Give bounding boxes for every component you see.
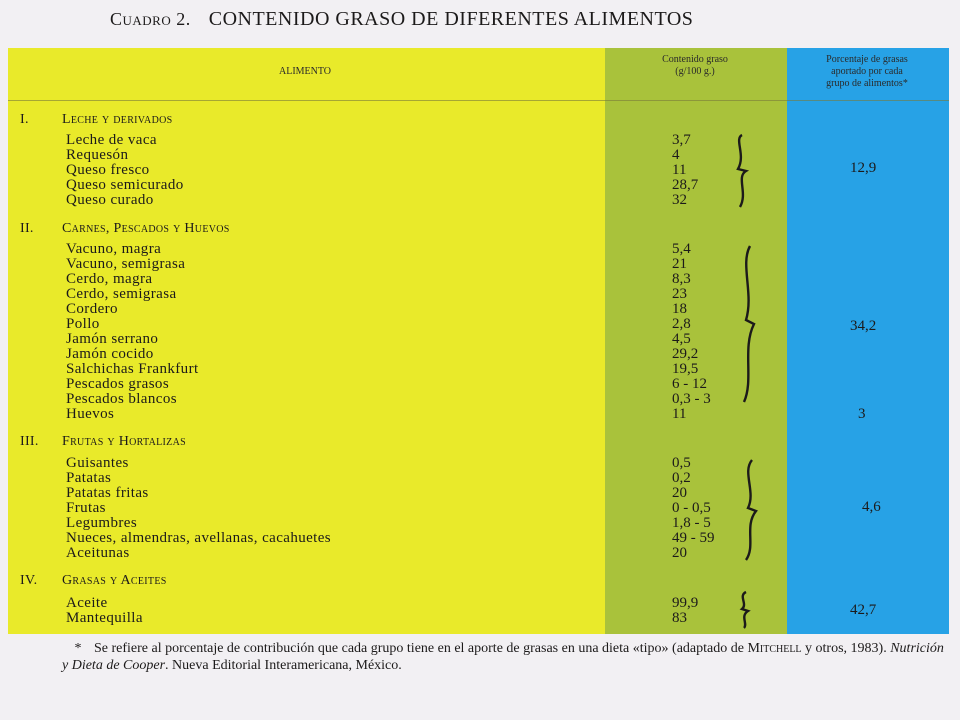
fat-value: 49 - 59 [672,530,715,546]
fat-value: 11 [672,406,687,422]
food-name: Jamón cocido [66,346,154,362]
brace-icon [738,458,760,562]
food-name: Queso curado [66,192,154,208]
header-food: ALIMENTO [278,66,332,77]
footnote [62,640,952,674]
food-name: Pescados grasos [66,376,170,392]
group-percentage: 42,7 [850,602,877,618]
fat-value: 99,9 [672,595,699,611]
section-number: IV. [20,573,38,588]
fat-value: 18 [672,301,687,317]
food-name: Legumbres [66,515,138,531]
fat-value: 20 [672,545,687,561]
fat-value: 0,5 [672,455,691,471]
percentage-column-band [787,48,949,634]
fat-value: 20 [672,485,687,501]
food-name: Pollo [66,316,100,332]
table-number: Cuadro 2. [110,9,191,29]
brace-icon [736,244,758,404]
section-heading [20,434,186,450]
food-name: Vacuno, magra [66,241,162,257]
footnote-book-title: Nutrición y Dieta de Cooper [62,641,944,673]
food-name: Patatas fritas [66,485,149,501]
huevos-percentage: 3 [858,406,866,422]
header-pct-line1: Porcentaje de grasas [826,54,908,65]
food-name: Pescados blancos [66,391,177,407]
header-fat-line2: (g/100 g.) [675,66,715,77]
food-name: Requesón [66,147,129,163]
fat-value: 21 [672,256,687,272]
section-number: I. [20,112,29,127]
brace-icon [734,590,754,630]
food-name: Salchichas Frankfurt [66,361,199,377]
fat-value: 23 [672,286,687,302]
header-pct-line2: aportado por cada [831,66,903,77]
table-title [110,8,910,38]
fat-value: 28,7 [672,177,699,193]
header-fat-line1: Contenido graso [662,54,728,65]
food-name: Cerdo, magra [66,271,153,287]
section-heading [20,573,167,589]
fat-value: 2,8 [672,316,691,332]
fat-value: 4 [672,147,680,163]
food-name: Aceitunas [66,545,130,561]
table-title-text: CONTENIDO GRASO DE DIFERENTES ALIMENTOS [208,8,694,30]
section-name: Leche y derivados [62,112,173,127]
fat-value: 6 - 12 [672,376,707,392]
section-name: Carnes, Pescados y Huevos [62,221,230,236]
food-name: Queso fresco [66,162,150,178]
section-number: III. [20,434,39,449]
section-heading [20,221,230,237]
food-name: Queso semicurado [66,177,184,193]
header-fat [615,54,775,78]
fat-value: 32 [672,192,687,208]
header-pct-line3: grupo de alimentos* [826,78,908,89]
fat-value: 0,2 [672,470,691,486]
food-name: Huevos [66,406,115,422]
footnote-author: Mitchell [747,641,802,656]
food-name: Cerdo, semigrasa [66,286,177,302]
group-percentage: 12,9 [850,160,877,176]
section-name: Grasas y Aceites [62,573,167,588]
food-name: Guisantes [66,455,129,471]
footnote-text-3: . Nueva Editorial Interamericana, México. [165,658,402,673]
fat-value: 8,3 [672,271,691,287]
fat-value: 0,3 - 3 [672,391,711,407]
food-name: Nueces, almendras, avellanas, cacahuetes [66,530,332,546]
footnote-text-2: y otros, 1983). [801,641,891,656]
fat-value: 4,5 [672,331,691,347]
group-percentage: 4,6 [862,499,881,515]
section-number: II. [20,221,34,236]
group-percentage: 34,2 [850,318,877,334]
section-heading [20,112,172,128]
fat-value: 83 [672,610,687,626]
fat-value: 19,5 [672,361,699,377]
fat-value: 1,8 - 5 [672,515,711,531]
section-name: Frutas y Hortalizas [62,434,186,449]
food-name: Jamón serrano [66,331,159,347]
fat-value: 0 - 0,5 [672,500,711,516]
fat-value: 29,2 [672,346,699,362]
header-percentage [792,54,942,90]
fat-value: 3,7 [672,132,691,148]
food-name: Cordero [66,301,118,317]
header-divider [8,100,949,101]
footnote-text-1: Se refiere al porcentaje de contribución que cada grupo tiene en el aporte de grasas en una dieta «tipo» (adaptado de [94,641,748,656]
food-name: Mantequilla [66,610,143,626]
fat-value: 11 [672,162,687,178]
brace-icon [730,133,752,209]
food-name: Leche de vaca [66,132,157,148]
footnote-star: * [74,641,82,656]
food-name: Vacuno, semigrasa [66,256,186,272]
food-name: Patatas [66,470,112,486]
food-name: Aceite [66,595,108,611]
fat-value: 5,4 [672,241,691,257]
food-name: Frutas [66,500,106,516]
